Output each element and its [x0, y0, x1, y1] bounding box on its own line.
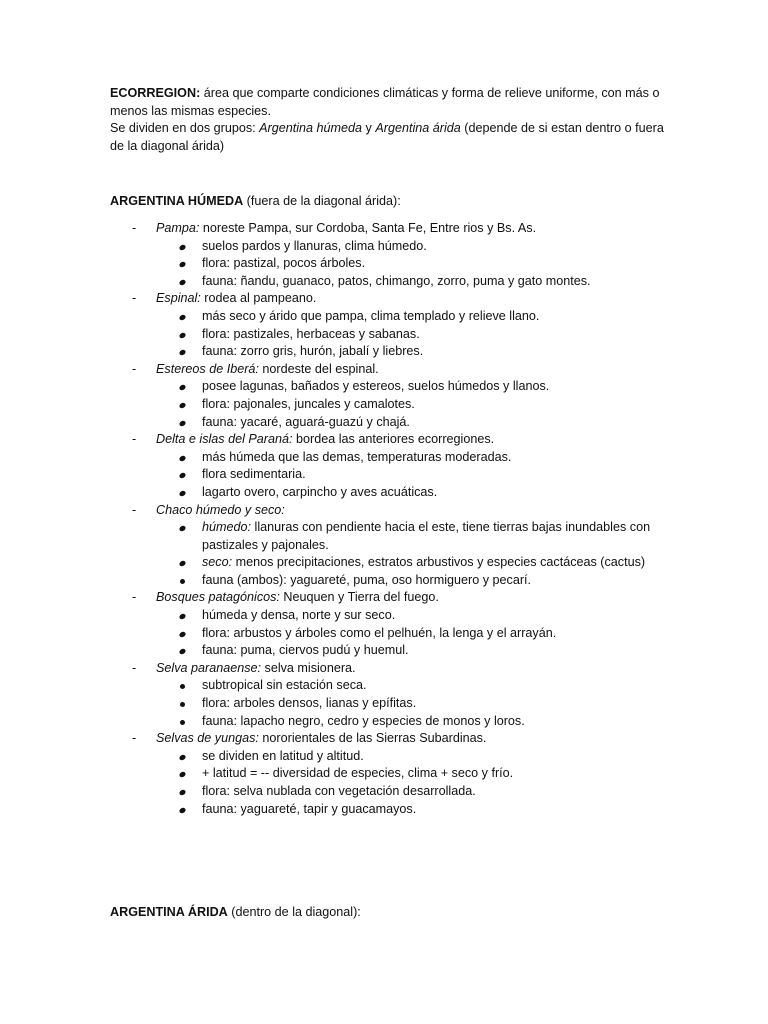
region-item [110, 589, 670, 607]
region-bullet-list [110, 519, 670, 589]
region-item [110, 502, 670, 520]
bullet-item [110, 572, 670, 590]
bullet-dot-icon [178, 490, 186, 498]
bullet-item [110, 343, 670, 361]
region-item [110, 660, 670, 678]
bullet-dot-icon [178, 613, 186, 621]
region-item [110, 730, 670, 748]
region-item [110, 361, 670, 379]
bullet-item [110, 326, 670, 344]
groups-join: y [362, 121, 376, 136]
region-item [110, 220, 670, 238]
section-subtitle-humeda: (fuera de la diagonal árida): [243, 194, 401, 208]
region-item [110, 431, 670, 449]
region-item [110, 290, 670, 308]
dash-marker: - [132, 432, 137, 447]
group-arida: Argentina árida [375, 121, 461, 136]
section-heading-arida [110, 904, 361, 922]
bullet-text: húmeda y densa, norte y sur seco. [202, 608, 396, 623]
group-humeda: Argentina húmeda [259, 121, 363, 136]
bullet-text: lagarto overo, carpincho y aves acuáticas. [202, 484, 438, 499]
bullet-text: menos precipitaciones, estratos arbustivos y especies cactáceas (cactus) [232, 555, 646, 570]
bullet-dot-icon [178, 648, 186, 656]
bullet-item [110, 378, 670, 396]
region-bullet-list [110, 378, 670, 431]
section-title-arida: ARGENTINA ÁRIDA [110, 905, 228, 919]
bullet-dot-icon [178, 384, 186, 392]
bullet-text: fauna: ñandu, guanaco, patos, chimango, zorro, puma y gato montes. [202, 273, 591, 288]
bullet-text: subtropical sin estación seca. [202, 678, 367, 693]
region-description: Neuquen y Tierra del fuego. [279, 590, 439, 605]
bullet-dot-icon [178, 525, 186, 533]
dash-marker: - [132, 291, 137, 306]
bullet-text: fauna: lapacho negro, cedro y especies de monos y loros. [202, 713, 525, 728]
section-subtitle-arida: (dentro de la diagonal): [227, 905, 361, 919]
region-description: selva misionera. [261, 660, 356, 675]
bullet-text: flora: pajonales, juncales y camalotes. [202, 396, 415, 411]
bullet-text: flora: arboles densos, lianas y epífitas. [202, 696, 417, 711]
dash-marker: - [132, 731, 137, 746]
groups-sentence [110, 120, 670, 155]
bullet-item [110, 748, 670, 766]
region-description: noreste Pampa, sur Cordoba, Santa Fe, Entre rios y Bs. As. [199, 221, 537, 235]
region-list [110, 220, 670, 818]
bullet-text: flora: pastizales, herbaceas y sabanas. [202, 326, 420, 341]
bullet-dot-icon [178, 314, 186, 322]
bullet-text: flora sedimentaria. [202, 467, 306, 482]
region-bullet-list [110, 748, 670, 818]
region-description: nororientales de las Sierras Subardinas. [258, 731, 487, 746]
region-name: Chaco húmedo y seco: [156, 502, 285, 517]
bullet-dot-icon [178, 261, 186, 269]
bullet-item [110, 695, 670, 713]
bullet-item [110, 677, 670, 695]
bullet-label: seco: [202, 555, 233, 570]
region-name: Delta e islas del Paraná: [156, 432, 293, 447]
bullet-dot-icon [178, 243, 186, 251]
bullet-text: más seco y árido que pampa, clima templado y relieve llano. [202, 308, 540, 323]
bullet-item [110, 783, 670, 801]
bullet-text: fauna: puma, ciervos pudú y huemul. [202, 643, 409, 658]
region-bullet-list [110, 449, 670, 502]
region-bullet-list [110, 677, 670, 730]
section-title-humeda: ARGENTINA HÚMEDA [110, 194, 244, 208]
bullet-dot-icon [178, 630, 186, 638]
groups-prefix: Se dividen en dos grupos: [110, 121, 260, 136]
bullet-item [110, 238, 670, 256]
bullet-text: fauna: zorro gris, hurón, jabalí y liebres. [202, 344, 424, 359]
dash-marker: - [132, 590, 137, 605]
dash-marker: - [132, 221, 137, 235]
region-bullet-list [110, 607, 670, 660]
bullet-item [110, 607, 670, 625]
region-description: rodea al pampeano. [200, 291, 317, 306]
bullet-text: fauna: yaguareté, tapir y guacamayos. [202, 801, 417, 816]
ecoregion-definition-text: área que comparte condiciones climáticas y forma de relieve uniforme, con más o menos las mismas especies. [110, 86, 660, 118]
dash-marker: - [132, 361, 137, 376]
region-name: Espinal: [156, 291, 201, 306]
region-name: Selvas de yungas: [156, 731, 259, 746]
bullet-item [110, 765, 670, 783]
bullet-dot-icon [178, 789, 186, 797]
bullet-text: fauna: yacaré, aguará-guazú y chajá. [202, 414, 410, 429]
bullet-dot-icon [178, 419, 186, 427]
ecoregion-term: ECORREGION: [110, 86, 201, 100]
bullet-dot-icon [178, 402, 186, 410]
region-name: Estereos de Iberá: [156, 361, 259, 376]
bullet-text: flora: selva nublada con vegetación desarrollada. [202, 784, 476, 798]
bullet-dot-icon [178, 331, 186, 339]
bullet-item [110, 625, 670, 643]
bullet-text: llanuras con pendiente hacia el este, tiene tierras bajas inundables con pastizales y pajonales. [202, 520, 651, 552]
bullet-dot-icon [178, 349, 186, 357]
bullet-dot-icon [180, 702, 185, 707]
bullet-item [110, 801, 670, 819]
bullet-dot-icon [178, 278, 186, 286]
bullet-text: más húmeda que las demas, temperaturas moderadas. [202, 449, 512, 464]
bullet-text: posee lagunas, bañados y estereos, suelos húmedos y llanos. [202, 379, 550, 394]
bullet-dot-icon [178, 754, 186, 762]
bullet-item [110, 414, 670, 432]
bullet-item [110, 396, 670, 414]
region-name: Selva paranaense: [156, 660, 262, 675]
bullet-text: flora: pastizal, pocos árboles. [202, 256, 366, 271]
bullet-dot-icon [180, 720, 185, 725]
bullet-text: fauna (ambos): yaguareté, puma, oso hormiguero y pecarí. [202, 572, 532, 587]
bullet-text: suelos pardos y llanuras, clima húmedo. [202, 238, 427, 253]
region-name: Bosques patagónicos: [156, 590, 280, 605]
dash-marker: - [132, 502, 137, 517]
bullet-dot-icon [178, 560, 186, 568]
bullet-item [110, 484, 670, 502]
bullet-label: húmedo: [202, 520, 252, 535]
bullet-text: flora: arbustos y árboles como el pelhuén, la lenga y el arrayán. [202, 625, 557, 640]
bullet-dot-icon [178, 454, 186, 462]
groups-suffix: (depende de si estan dentro o fuera de la diagonal árida) [110, 121, 664, 153]
bullet-dot-icon [180, 579, 185, 584]
bullet-dot-icon [178, 771, 186, 779]
bullet-item [110, 554, 670, 572]
bullet-dot-icon [180, 684, 185, 689]
region-name: Pampa: [156, 221, 200, 235]
bullet-item [110, 519, 670, 554]
bullet-item [110, 273, 670, 291]
region-bullet-list [110, 238, 670, 291]
bullet-item [110, 713, 670, 731]
bullet-dot-icon [178, 472, 186, 480]
intro-section [110, 85, 670, 155]
bullet-item [110, 642, 670, 660]
bullet-item [110, 466, 670, 484]
dash-marker: - [132, 660, 137, 675]
bullet-text: + latitud = -- diversidad de especies, clima + seco y frío. [202, 766, 514, 781]
bullet-text: se dividen en latitud y altitud. [202, 748, 364, 763]
region-description: bordea las anteriores ecorregiones. [292, 432, 495, 447]
bullet-item [110, 308, 670, 326]
region-description: nordeste del espinal. [258, 361, 379, 376]
bullet-item [110, 255, 670, 273]
bullet-dot-icon [178, 806, 186, 814]
bullet-item [110, 449, 670, 467]
section-heading-humeda [110, 193, 401, 211]
ecoregion-definition [110, 85, 670, 120]
region-bullet-list [110, 308, 670, 361]
